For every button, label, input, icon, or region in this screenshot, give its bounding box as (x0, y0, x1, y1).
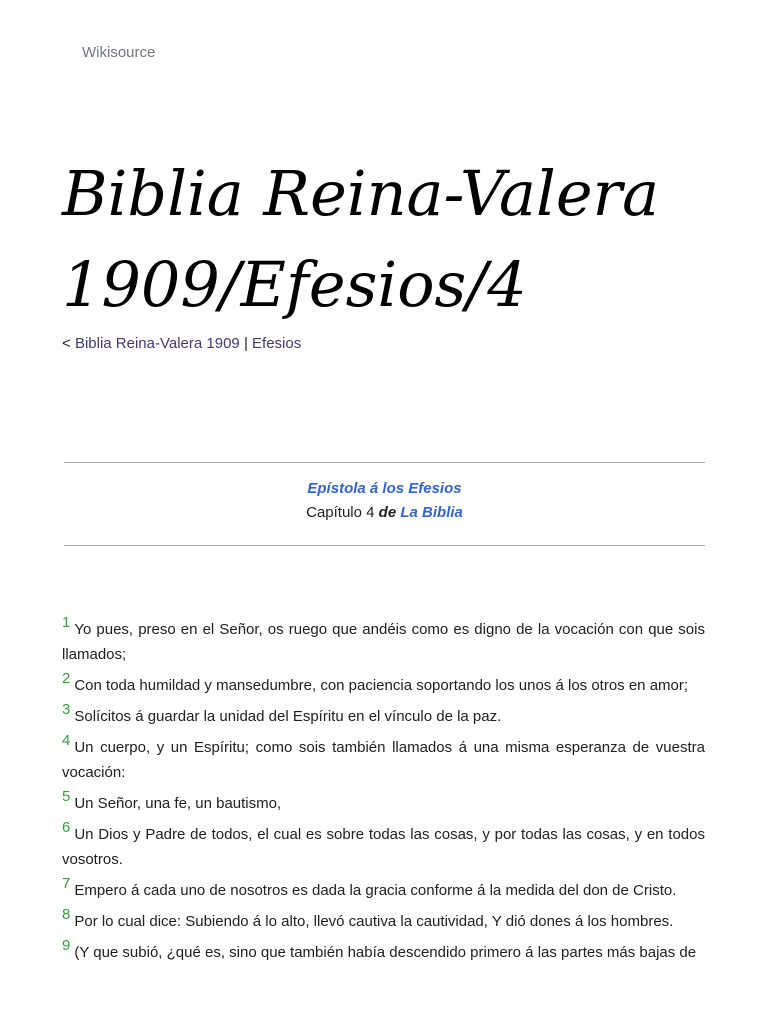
breadcrumb-prefix: < (62, 335, 71, 352)
verse-list (62, 614, 705, 971)
chapter-label: Capítulo 4 (306, 504, 375, 521)
verse-number[interactable]: 8 (62, 906, 71, 923)
verse-number[interactable]: 9 (62, 937, 71, 954)
breadcrumb-parent-link[interactable]: Biblia Reina-Valera 1909 (74, 335, 240, 352)
verse-text: Con toda humildad y mansedumbre, con paciencia soportando los unos á los otros en amor; (74, 677, 689, 694)
verse-text: Yo pues, preso en el Señor, os ruego que andéis como es digno de la vocación con que sois llamados; (62, 621, 705, 663)
verse-number[interactable]: 5 (62, 788, 71, 805)
breadcrumb-current-link[interactable]: Efesios (252, 335, 302, 352)
verse-number[interactable]: 7 (62, 875, 71, 892)
verse (62, 614, 705, 667)
verse (62, 732, 705, 785)
chapter-header (64, 480, 705, 521)
verse (62, 670, 705, 698)
header-bottom-rule (64, 545, 705, 546)
bible-link[interactable]: La Biblia (400, 504, 463, 521)
page-title: Biblia Reina-Valera 1909/Efesios/4 (62, 157, 660, 321)
verse-text: Un cuerpo, y un Espíritu; como sois también llamados á una misma esperanza de vuestra vocación: (62, 739, 705, 781)
verse (62, 875, 705, 903)
verse-text: Solícitos á guardar la unidad del Espíritu en el vínculo de la paz. (74, 708, 502, 725)
breadcrumb (62, 335, 301, 352)
breadcrumb-separator: | (243, 335, 248, 352)
verse-number[interactable]: 3 (62, 701, 71, 718)
work-title-link[interactable]: Epístola á los Efesios (307, 480, 462, 497)
verse-text: Un Señor, una fe, un bautismo, (74, 795, 282, 812)
chapter-line (64, 504, 705, 521)
verse (62, 906, 705, 934)
verse-number[interactable]: 1 (62, 614, 71, 631)
site-name[interactable]: Wikisource (82, 44, 156, 61)
verse-text: Empero á cada uno de nosotros es dada la gracia conforme á la medida del don de Cristo. (74, 882, 677, 899)
verse (62, 819, 705, 872)
verse-text: (Y que subió, ¿qué es, sino que también había descendido primero á las partes más bajas de (74, 944, 697, 961)
header-top-rule (64, 462, 705, 463)
verse-text: Por lo cual dice: Subiendo á lo alto, llevó cautiva la cautividad, Y dió dones á los hombres. (74, 913, 674, 930)
verse-number[interactable]: 6 (62, 819, 71, 836)
verse-number[interactable]: 4 (62, 732, 71, 749)
verse (62, 701, 705, 729)
chapter-de: de (378, 504, 397, 521)
verse-number[interactable]: 2 (62, 670, 71, 687)
verse (62, 788, 705, 816)
verse (62, 937, 705, 965)
verse-text: Un Dios y Padre de todos, el cual es sobre todas las cosas, y por todas las cosas, y en todos vosotros. (62, 826, 705, 868)
